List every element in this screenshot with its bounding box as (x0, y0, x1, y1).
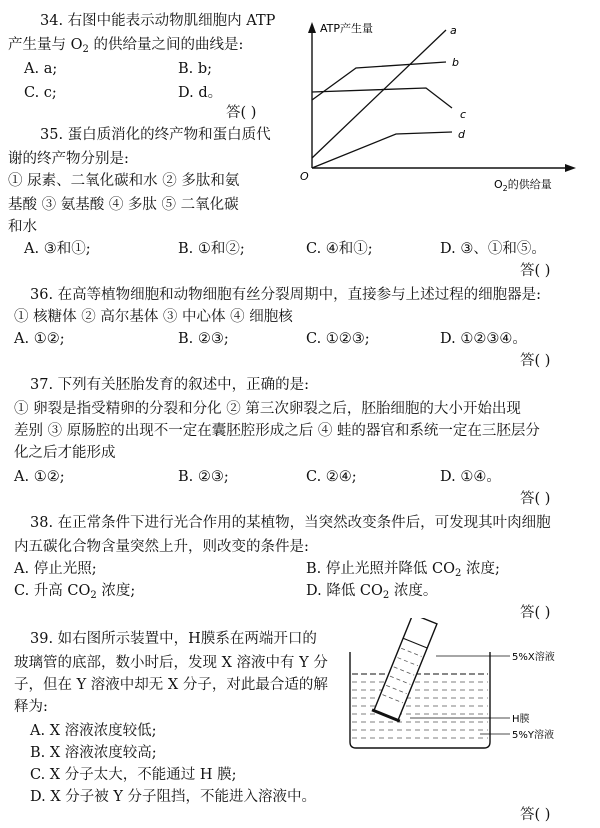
q39-stem-line1: 39. 如右图所示装置中，H膜系在两端开口的 (30, 631, 317, 647)
curve-a (312, 30, 446, 158)
q35-stem-line2: 谢的终产物分别是: (8, 151, 129, 167)
q37-items-line2: 差别 ③ 原肠腔的出现不一定在囊胚腔形成之后 ④ 蛙的器官和系统一定在三胚层分 (14, 423, 540, 439)
q38-option-d[interactable]: D. 降低 $CO_2$ 浓度。 (306, 583, 438, 601)
q37-option-b[interactable]: B. ②③; (178, 469, 229, 485)
q37-option-d[interactable]: D. ①④。 (440, 469, 501, 485)
x-axis-label: $O_2$的供给量 (494, 178, 552, 193)
q39-stem-line3: 子，但在 Y 溶液中却无 X 分子，对此最合适的解 (14, 677, 328, 693)
q34-option-a[interactable]: A. a; (24, 61, 58, 77)
q36-option-c[interactable]: C. ①②③; (306, 331, 370, 347)
q34-option-d[interactable]: D. d。 (178, 85, 223, 101)
q37-answer-blank[interactable]: 答( ) (520, 491, 551, 507)
q39-option-b[interactable]: B. X 溶液浓度较高; (30, 745, 157, 761)
q36-option-d[interactable]: D. ①②③④。 (440, 331, 527, 347)
q39-stem-line2: 玻璃管的底部，数小时后，发现 X 溶液中有 Y 分 (14, 655, 328, 671)
q35-stem-line1: 35. 蛋白质消化的终产物和蛋白质代 (40, 127, 271, 143)
q36-items: ① 核糖体 ② 高尔基体 ③ 中心体 ④ 细胞核 (14, 309, 293, 325)
q39-option-d[interactable]: D. X 分子被 Y 分子阻挡，不能进入溶液中。 (30, 789, 317, 805)
q35-items-line2: 基酸 ③ 氨基酸 ④ 多肽 ⑤ 二氧化碳 (8, 197, 239, 213)
q35-items-line3: 和水 (8, 219, 37, 235)
q38-stem-line2: 内五碳化合物含量突然上升，则改变的条件是: (14, 539, 309, 555)
q37-items-line1: ① 卵裂是指受精卵的分裂和分化 ② 第三次卵裂之后，胚胎细胞的大小开始出现 (14, 401, 521, 417)
q39-option-a[interactable]: A. X 溶液浓度较低; (30, 723, 157, 739)
q38-answer-blank[interactable]: 答( ) (520, 605, 551, 621)
q35-answer-blank[interactable]: 答( ) (520, 263, 551, 279)
q36-stem: 36. 在高等植物细胞和动物细胞有丝分裂周期中，直接参与上述过程的细胞器是: (30, 287, 542, 303)
figure-34-atp-graph (296, 0, 596, 200)
y-solution-liquid (352, 674, 488, 738)
label-x-solution: 5%X溶液 (512, 652, 555, 663)
q34-option-c[interactable]: C. c; (24, 85, 57, 101)
q36-option-b[interactable]: B. ②③; (178, 331, 229, 347)
q38-option-b[interactable]: B. 停止光照并降低 $CO_2$ 浓度; (306, 561, 500, 579)
q37-stem: 37. 下列有关胚胎发育的叙述中，正确的是: (30, 377, 310, 393)
q35-option-c[interactable]: C. ④和①; (306, 241, 373, 257)
q35-option-b[interactable]: B. ①和②; (178, 241, 245, 257)
figure-39-beaker-apparatus (340, 618, 590, 752)
curve-b-label: b (452, 56, 459, 69)
q38-option-a[interactable]: A. 停止光照; (14, 561, 97, 577)
y-axis-label: ATP产生量 (320, 22, 374, 35)
q38-stem-line1: 38. 在正常条件下进行光合作用的某植物，当突然改变条件后，可发现其叶肉细胞 (30, 515, 551, 531)
label-h-membrane: H膜 (512, 714, 530, 725)
q38-option-c[interactable]: C. 升高 $CO_2$ 浓度; (14, 583, 136, 601)
curve-c-label: c (460, 108, 467, 121)
q37-items-line3: 化之后才能形成 (14, 445, 116, 461)
q34-stem-line2: 产生量与 $O_2$ 的供给量之间的曲线是: (8, 37, 244, 55)
q39-answer-blank[interactable]: 答( ) (520, 807, 551, 823)
q35-items-line1: ① 尿素、二氧化碳和水 ② 多肽和氨 (8, 173, 240, 189)
curve-d-label: d (458, 128, 465, 141)
q35-option-a[interactable]: A. ③和①; (24, 241, 91, 257)
q37-option-c[interactable]: C. ②④; (306, 469, 357, 485)
label-y-solution: 5%Y溶液 (512, 730, 554, 741)
q36-option-a[interactable]: A. ①②; (14, 331, 65, 347)
q39-stem-line4: 释为: (14, 699, 48, 715)
curve-a-label: a (450, 24, 457, 37)
q35-option-d[interactable]: D. ③、①和⑤。 (440, 241, 546, 257)
q34-option-b[interactable]: B. b; (178, 61, 213, 77)
q39-option-c[interactable]: C. X 分子太大，不能通过 H 膜; (30, 767, 237, 783)
q37-option-a[interactable]: A. ①②; (14, 469, 65, 485)
origin-label: O (300, 170, 309, 183)
q34-answer-blank[interactable]: 答( ) (226, 105, 257, 121)
q36-answer-blank[interactable]: 答( ) (520, 353, 551, 369)
q34-stem-line1: 34. 右图中能表示动物肌细胞内 ATP (40, 13, 276, 29)
